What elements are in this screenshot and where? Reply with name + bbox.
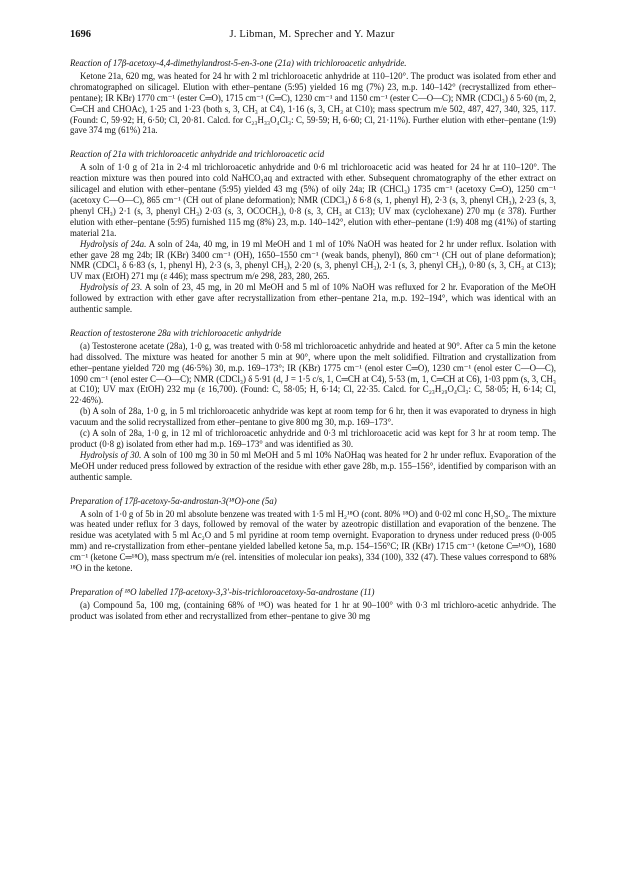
paragraph-lead: Hydrolysis of 23. [80,282,143,293]
paragraph [70,341,556,406]
paragraph-text: (c) A soln of 28a, 1·0 g, in 12 ml of trichloroacetic anhydride and 0·3 ml trichloroacetic acid was kept for 3 hr at room temp. The product (0·8 g) isolated from ether had m.p. 169–173° and was identified as 30. [70,428,556,449]
paragraph [70,509,556,574]
paragraph [70,282,556,315]
paragraph-text: A soln of 23, 45 mg, in 20 ml MeOH and 5 ml of 10% NaOH was refluxed for 2 hr. Evaporation of the MeOH followed by extraction with ether gave after recrystallization from ether–pentane 21a, m.p. 192–194°, which was identical with an authentic sample. [70,282,556,315]
paragraph-lead: Hydrolysis of 30. [80,449,142,460]
section-title: Reaction of 17β-acetoxy-4,4-dimethylandrost-5-en-3-one (21a) with trichloroacetic anhydride. [70,58,407,68]
paragraph-text: A soln of 100 mg 30 in 50 ml MeOH and 5 ml 10% NaOHaq was heated for 2 hr under reflux. Evaporation of the MeOH under reduced press followed by extraction of the residue with ether gave 28b, m.p. 155–156°, identified by comparison with an authentic sample. [70,449,556,482]
section-reaction-testosterone [70,328,556,483]
paragraph-text: A soln of 1·0 g of 21a in 2·4 ml trichloroacetic anhydride and 0·6 ml trichloroacetic acid was heated for 24 hr at 110–120°. The reaction mixture was then poured into cold NaHCO₃aq and extracted with ether. Subsequent chromatography of the ether extract on silicagel and elution with ether–pentane (5:95) yielded 43 mg (5%) of oily 24a; IR (CHCl₃) 1735 cm⁻¹ (acetoxy C═O), 1250 cm⁻¹ (acetoxy C—O—C), 865 cm⁻¹ (CH out of plane deformation); NMR (CDCl₃) δ 6·8 (s, 1, phenyl H), 2·3 (s, 3, phenyl CH₃), 2·23 (s, 3, phenyl CH₃) 2·1 (s, 3, phenyl CH₃) 2·03 (s, 3, OCOCH₃), 0·8 (s, 3, CH₃ at C13); UV max (cyclohexane) 270 mμ (ε 378). Further elution with ether–pentane (5:95) furnished 115 mg (8%) 23, m.p. 140–142°, elution with ether–pentane (1:9) 408 mg (41%) of starting material 21a. [70,162,556,238]
paragraph-text: A soln of 1·0 g of 5b in 20 ml absolute benzene was treated with 1·5 ml H₂¹⁸O (cont. 80% ¹⁸O) and 0·02 ml conc H₂SO₄. The mixture was heated under reflux for 3 days, followed by removal of the water by azeotropic distillation and evaporation of the benzene. The residue was acetylated with 5 ml Ac₂O and 5 ml pyridine at room temp overnight. Evaporation to dryness under reduced press (0·005 mm) and re-crystallization from ether–pentane yielded labelled ketone 5a, m.p. 154–156°C; IR (KBr) 1715 cm⁻¹ (ketone C═¹⁶O), 1680 cm⁻¹ (ketone C═¹⁸O), mass spectrum m/e (rel. intensities of molecular ion peaks), 334 (100), 332 (47). These values correspond to 68% ¹⁸O in the ketone. [70,508,556,574]
paragraph [70,239,556,283]
paragraph-lead: Hydrolysis of 24a. [80,238,147,249]
paragraph [70,162,556,238]
paragraph-text: (a) Testosterone acetate (28a), 1·0 g, was treated with 0·58 ml trichloroacetic anhydride and heated at 90°. After ca 5 min the ketone had dissolved. The mixture was heated for another 5 min at 90°, where upon the melt solidified. Filtration and crystallization from ether–pentane yielded 720 mg (46·5%) 30, m.p. 169–173°; IR (KBr) 1775 cm⁻¹ (enol ester C═O), 1230 cm⁻¹ (enol ester C—O—C), 1090 cm⁻¹ (enol ester C—O—C); NMR (CDCl₃) δ 5·91 (d, J = 1·5 c/s, 1, C═CH at C4), 5·53 (m, 1, C═CH at C6), 1·03 ppm (s, 3, CH₃ at C10); UV max (EtOH) 232 mμ (ε 16,700). (Found: C, 58·05; H, 6·14; Cl, 22·35. Calcd. for C₂₃H₂₉O₄Cl₃: C, 58·05; H, 6·14; Cl, 22·46%). [70,340,556,406]
section-title: Reaction of testosterone 28a with trichloroacetic anhydride [70,327,282,338]
running-header-authors: J. Libman, M. Sprecher and Y. Mazur [229,29,395,40]
page-number: 1696 [70,29,91,40]
section-reaction-21a-anhydride-acid [70,149,556,315]
paragraph [70,600,556,622]
paragraph [70,450,556,483]
running-header [70,29,554,43]
section-preparation-5a [70,496,556,574]
section-title: Reaction of 21a with trichloroacetic anhydride and trichloroacetic acid [70,149,325,160]
section-preparation-11 [70,587,556,622]
paragraph [70,406,556,428]
paragraph [70,71,556,136]
section-title: Preparation of 17β-acetoxy-5α-androstan-3(¹⁸O)-one (5a) [70,495,277,506]
section-reaction-21a-anhydride [70,58,556,136]
paragraph-text: Ketone 21a, 620 mg, was heated for 24 hr with 2 ml trichloroacetic anhydride at 110–120°. The product was isolated from ether and chromatographed on silicagel. Elution with ether–pentane (5:95) yielded 16 mg (7%) 23, m.p. 140–142° (recrystallized from ether–pentane); IR KBr) 1770 cm⁻¹ (ester C═O), 1715 cm⁻¹ (C═C), 1230 cm⁻¹ and 1150 cm⁻¹ (ester C—O—C); NMR (CDCl₃) δ 5·60 (m, 2, C═CH and CHOAc), 1·25 and 1·23 (both s, 3, CH₃ at C4), 1·16 (s, 3, CH₃ at C10); mass spectrum m/e 502, 487, 427, 340, 325, 117. (Found: C, 59·92; H, 6·50; Cl, 20·81. Calcd. for C₂₃H₃₃O₄Cl₃: C, 59·59; H, 6·60; Cl, 21·11%). Further elution with ether–pentane (1:9) gave 374 mg (61%) 21a. [70,70,556,136]
article-body [70,58,556,622]
paragraph-text: (a) Compound 5a, 100 mg, (containing 68% of ¹⁸O) was heated for 1 hr at 90–100° with 0·3 ml trichloro-acetic anhydride. The product was isolated from ether and recrystallized from ether–pentane to give 30 mg [70,599,556,621]
paragraph-text: A soln of 24a, 40 mg, in 19 ml MeOH and 1 ml of 10% NaOH was heated for 2 hr under reflux. Isolation with ether gave 28 mg 24b; IR (KBr) 3400 cm⁻¹ (OH), 1650–1550 cm⁻¹ (weak bands, phenyl), 860 cm⁻¹ (CH out of plane deformation); NMR (CDCl₃ δ 6·83 (s, 1, phenyl H), 2·3 (s, 3, phenyl CH₃), 2·20 (s, 3, phenyl CH₃), 2·1 (s, 3, phenyl CH₃), 0·80 (s, 3, CH₃ at C13); UV max (EtOH) 271 mμ (ε 446); mass spectrum m/e 298, 283, 280, 265. [70,238,557,282]
paragraph-text: (b) A soln of 28a, 1·0 g, in 5 ml trichloroacetic anhydride was kept at room temp for 6 hr, then it was evaporated to dryness in high vacuum and the solid recrystallized from ether–pentane to give 800 mg 30, m.p. 169–173°. [70,406,556,428]
paragraph [70,428,556,450]
section-title: Preparation of ¹⁸O labelled 17β-acetoxy-3,3′-bis-trichloroacetoxy-5α-androstane (11) [70,586,375,597]
